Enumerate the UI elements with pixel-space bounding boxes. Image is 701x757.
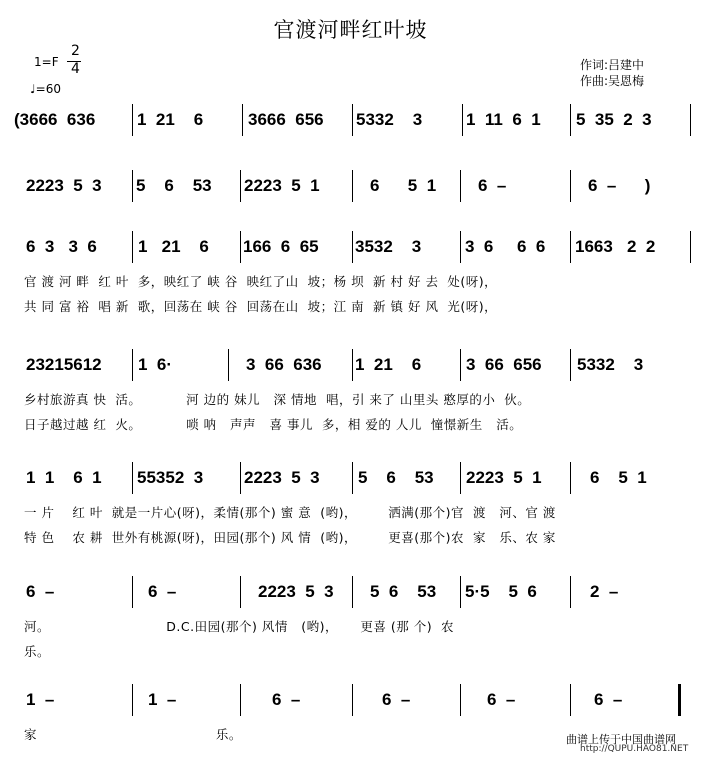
bar-line bbox=[570, 576, 571, 608]
lyrics-verse-1: 河。 D.C.田园(那个) 风情 (哟)， 更喜 (那 个) 农 bbox=[24, 619, 455, 634]
lyrics-verse-2: 日子越过越 红 火。 唢 呐 声声 喜 事儿 多，相 爱的 人儿 憧憬新生 活。 bbox=[24, 417, 523, 432]
bar-line bbox=[228, 349, 229, 381]
lyrics-verse-1: 官 渡 河 畔 红 叶 多，映红了 峡 谷 映红了山 坡；杨 坝 新 村 好 去 处(呀)， bbox=[24, 274, 498, 289]
measure-notes: 6 – bbox=[594, 690, 623, 709]
bar-line bbox=[570, 349, 571, 381]
bar-line bbox=[570, 104, 571, 136]
measure-notes: 3666 656 bbox=[248, 110, 324, 129]
bar-line bbox=[570, 170, 571, 202]
measure-notes: 55352 3 bbox=[137, 468, 204, 487]
bar-line bbox=[132, 104, 133, 136]
bar-line bbox=[352, 170, 353, 202]
bar-line bbox=[462, 104, 463, 136]
measure-notes: 6 – bbox=[478, 176, 507, 195]
bar-line bbox=[460, 231, 461, 263]
measure-notes: 166 6 65 bbox=[243, 237, 319, 256]
bar-line bbox=[132, 231, 133, 263]
bar-line bbox=[240, 170, 241, 202]
measure-notes: 6 5 1 bbox=[590, 468, 647, 487]
bar-line bbox=[352, 349, 353, 381]
footer-source-text: 曲谱上传于中国曲谱网 bbox=[566, 733, 676, 746]
bar-line bbox=[690, 104, 691, 136]
bar-line bbox=[570, 231, 571, 263]
bar-line bbox=[352, 104, 353, 136]
lyrics-verse-2: 乐。 bbox=[24, 644, 51, 659]
measure-notes: 1 11 6 1 bbox=[466, 110, 541, 129]
bar-line bbox=[132, 684, 133, 716]
bar-line bbox=[242, 104, 243, 136]
bar-line bbox=[352, 576, 353, 608]
lyrics-verse-2: 共 同 富 裕 唱 新 歌，回荡在 峡 谷 回荡在山 坡；江 南 新 镇 好 风 光(呀)， bbox=[24, 299, 498, 314]
bar-line bbox=[132, 170, 133, 202]
measure-notes: 3 66 656 bbox=[466, 355, 542, 374]
bar-line bbox=[460, 462, 461, 494]
measure-notes: 5332 3 bbox=[577, 355, 644, 374]
key-signature: 1=F bbox=[34, 55, 59, 69]
measure-notes: 6 – bbox=[26, 582, 55, 601]
final-bar-line bbox=[678, 684, 681, 716]
lyricist-credit: 作词:吕建中 bbox=[580, 58, 645, 72]
measure-notes: 1 21 6 bbox=[355, 355, 422, 374]
song-title: 官渡河畔红叶坡 bbox=[273, 18, 428, 42]
measure-notes: 23215612 bbox=[26, 355, 102, 374]
measure-notes: 1 1 6 1 bbox=[26, 468, 102, 487]
measure-notes: 2 – bbox=[590, 582, 619, 601]
bar-line bbox=[132, 576, 133, 608]
measure-notes: 2223 5 1 bbox=[244, 176, 320, 195]
measure-notes: (3666 636 bbox=[14, 110, 96, 129]
bar-line bbox=[352, 684, 353, 716]
bar-line bbox=[132, 462, 133, 494]
measure-notes: 5 35 2 3 bbox=[576, 110, 652, 129]
measure-notes: 3 6 6 6 bbox=[465, 237, 546, 256]
measure-notes: 1 – bbox=[26, 690, 55, 709]
lyrics-verse-1: 一 片 红 叶 就是一片心(呀)，柔情(那个) 蜜 意 (哟)， 洒满(那个)官 渡 河、官 渡 bbox=[24, 505, 556, 520]
measure-notes: 5 6 53 bbox=[136, 176, 212, 195]
bar-line bbox=[132, 349, 133, 381]
bar-line bbox=[352, 231, 353, 263]
measure-notes: 2223 5 3 bbox=[258, 582, 334, 601]
measure-notes: 5332 3 bbox=[356, 110, 423, 129]
measure-notes: 6 – bbox=[382, 690, 411, 709]
bar-line bbox=[460, 170, 461, 202]
measure-notes: 6 – bbox=[148, 582, 177, 601]
measure-notes: 1 – bbox=[148, 690, 177, 709]
bar-line bbox=[240, 462, 241, 494]
measure-notes: 6 – bbox=[487, 690, 516, 709]
bar-line bbox=[240, 576, 241, 608]
bar-line bbox=[240, 684, 241, 716]
lyrics-verse-1: 家 乐。 bbox=[24, 727, 242, 742]
lyrics-verse-1: 乡村旅游真 快 活。 河 边的 妹儿 深 情地 唱，引 来了 山里头 憨厚的小 伙。 bbox=[24, 392, 531, 407]
measure-notes: 6 3 3 6 bbox=[26, 237, 97, 256]
tempo-marking: ♩=60 bbox=[30, 82, 61, 96]
measure-notes: 3532 3 bbox=[355, 237, 422, 256]
bar-line bbox=[240, 231, 241, 263]
measure-notes: 6 – ) bbox=[588, 176, 651, 195]
bar-line bbox=[460, 576, 461, 608]
footer-url: http://QUPU.HAO81.NET bbox=[580, 744, 689, 754]
bar-line bbox=[570, 462, 571, 494]
measure-notes: 3 66 636 bbox=[246, 355, 322, 374]
measure-notes: 5 6 53 bbox=[370, 582, 437, 601]
bar-line bbox=[690, 231, 691, 263]
bar-line bbox=[460, 349, 461, 381]
measure-notes: 2223 5 3 bbox=[26, 176, 102, 195]
measure-notes: 5·5 5 6 bbox=[465, 582, 537, 601]
time-signature-top: 2 bbox=[71, 43, 80, 59]
time-signature-bottom: 4 bbox=[71, 61, 80, 77]
bar-line bbox=[570, 684, 571, 716]
measure-notes: 1 21 6 bbox=[137, 110, 204, 129]
measure-notes: 1663 2 2 bbox=[575, 237, 656, 256]
measure-notes: 6 5 1 bbox=[370, 176, 437, 195]
bar-line bbox=[460, 684, 461, 716]
measure-notes: 2223 5 1 bbox=[466, 468, 542, 487]
bar-line bbox=[352, 462, 353, 494]
measure-notes: 6 – bbox=[272, 690, 301, 709]
measure-notes: 1 21 6 bbox=[138, 237, 209, 256]
measure-notes: 2223 5 3 bbox=[244, 468, 320, 487]
measure-notes: 1 6· bbox=[138, 355, 173, 374]
lyrics-verse-2: 特 色 农 耕 世外有桃源(呀)，田园(那个) 风 情 (哟)， 更喜(那个)农 家 乐、农 家 bbox=[24, 530, 556, 545]
composer-credit: 作曲:吴恩梅 bbox=[580, 74, 645, 88]
measure-notes: 5 6 53 bbox=[358, 468, 434, 487]
